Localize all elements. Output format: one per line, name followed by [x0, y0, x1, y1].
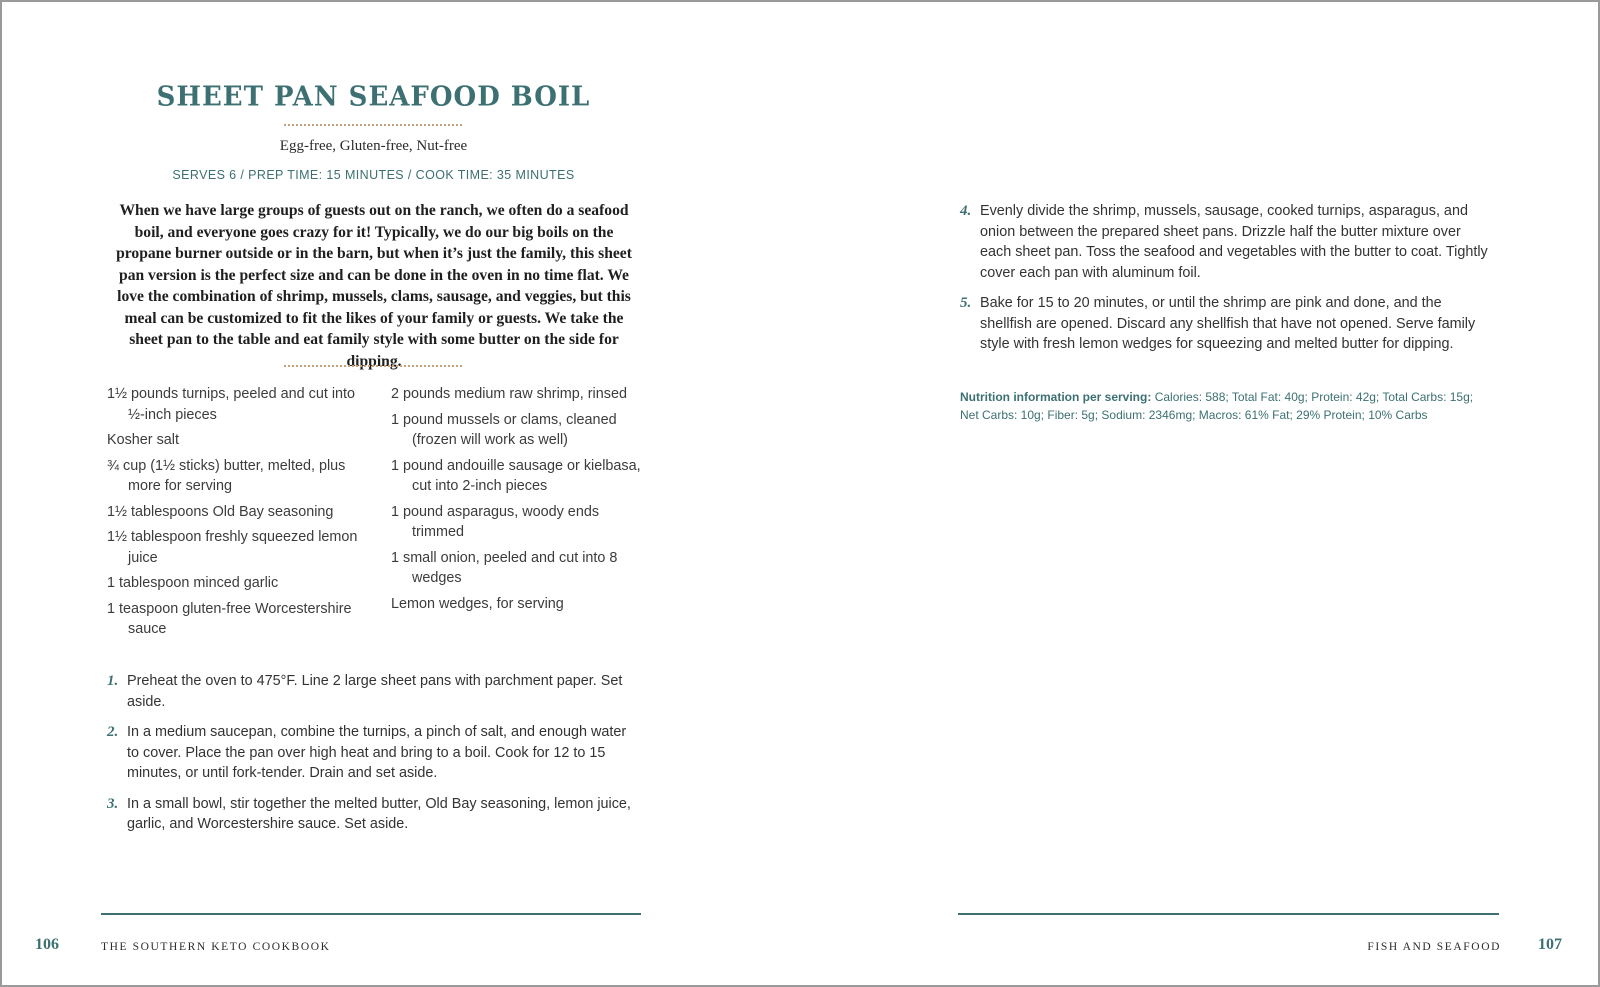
- step-text: In a small bowl, stir together the melted butter, Old Bay seasoning, lemon juice, garlic, and Worcestershire sauce. Set aside.: [127, 795, 631, 832]
- step-text: Bake for 15 to 20 minutes, or until the shrimp are pink and done, and the shellfish are opened. Discard any shellfish that have not opened. Serve family style with fresh lemon wedges for squeezing and melted butter for dipping.: [980, 295, 1476, 352]
- step-number: 2.: [107, 724, 119, 740]
- step-number: 5.: [960, 295, 972, 311]
- nutrition-info: [960, 389, 1490, 424]
- right-running-head: FISH AND SEAFOOD: [1367, 941, 1501, 953]
- ingredient-item: 1 pound andouille sausage or kielbasa, cut into 2-inch pieces: [391, 457, 641, 494]
- dietary-tags: Egg-free, Gluten-free, Nut-free: [279, 138, 468, 154]
- nutrition-label: Nutrition information per serving:: [960, 390, 1152, 404]
- ingredient-item: 1 pound asparagus, woody ends trimmed: [391, 503, 600, 540]
- instructions-list-right: [960, 201, 1490, 365]
- step-text: In a medium saucepan, combine the turnips, a pinch of salt, and enough water to cover. Place the pan over high heat and bring to a boil. Cook for 12 to 15 minutes, or until fork-tender. Drain and set aside.: [127, 724, 627, 781]
- ingredient-item: 1½ pounds turnips, peeled and cut into ½-inch pieces: [107, 386, 356, 423]
- ingredient-item: Kosher salt: [107, 432, 179, 448]
- ingredient-item: 1 small onion, peeled and cut into 8 wedges: [391, 549, 618, 586]
- ingredient-item: Lemon wedges, for serving: [391, 595, 564, 612]
- recipe-intro: When we have large groups of guests out on the ranch, we often do a seafood boil, and everyone goes crazy for it! Typically, we do our big boils on the propane burner outside or in the barn, but when it’s just the family, this sheet pan version is the perfect size and can be done in the oven in no time flat. We love the combination of shrimp, mussels, clams, sausage, and veggies, but this meal can be customized to fit the likes of your family or guests. We take the sheet pan to the table and eat family style with some butter on the side for dipping.: [116, 202, 632, 370]
- step-text: Evenly divide the shrimp, mussels, sausage, cooked turnips, asparagus, and onion between the prepared sheet pans. Drizzle half the butter mixture over each sheet pan. Toss the seafood and vegetables with the butter to coat. Tightly cover each pan with aluminum foil.: [980, 203, 1488, 281]
- nutrition-values: Calories: 588; Total Fat: 40g; Protein: 42g; Total Carbs: 15g; Net Carbs: 10g; Fiber: 5g; Sodium: 2346mg; Macros: 61% Fat; 29% Protein; 10% Carbs: [960, 390, 1474, 422]
- ingredient-item: 1 teaspoon gluten-free Worcestershire sauce: [107, 600, 352, 637]
- step-number: 4.: [960, 203, 972, 219]
- recipe-title: SHEET PAN SEAFOOD BOIL: [156, 81, 591, 113]
- instruction-step: [107, 794, 642, 835]
- ingredient-item: 1½ tablespoon freshly squeezed lemon juice: [107, 529, 358, 566]
- right-footer-rule: [958, 913, 1499, 915]
- serving-info: SERVES 6 / PREP TIME: 15 MINUTES / COOK TIME: 35 MINUTES: [172, 168, 575, 182]
- instructions-list-left: [107, 671, 642, 845]
- ingredients-left-column: [107, 384, 367, 645]
- ingredient-item: 2 pounds medium raw shrimp, rinsed: [391, 386, 627, 402]
- left-page-number: 106: [35, 936, 59, 953]
- step-number: 1.: [107, 673, 119, 689]
- ingredient-item: 1 tablespoon minced garlic: [107, 575, 279, 591]
- title-divider: [284, 124, 462, 126]
- instruction-step: [960, 293, 1490, 355]
- instruction-step: [107, 671, 642, 712]
- left-running-head: THE SOUTHERN KETO COOKBOOK: [101, 941, 331, 953]
- ingredient-item: 1½ tablespoons Old Bay seasoning: [107, 503, 334, 520]
- intro-divider: [284, 365, 462, 367]
- right-page-number: 107: [1538, 936, 1562, 953]
- instruction-step: [107, 722, 642, 784]
- ingredient-item: ¾ cup (1½ sticks) butter, melted, plus more for serving: [107, 457, 346, 494]
- ingredient-item: 1 pound mussels or clams, cleaned (frozen will work as well): [391, 411, 617, 448]
- instruction-step: [960, 201, 1490, 283]
- left-footer-rule: [101, 913, 641, 915]
- ingredients-right-column: [391, 384, 646, 619]
- step-number: 3.: [107, 795, 119, 812]
- step-text: Preheat the oven to 475°F. Line 2 large sheet pans with parchment paper. Set aside.: [127, 673, 623, 710]
